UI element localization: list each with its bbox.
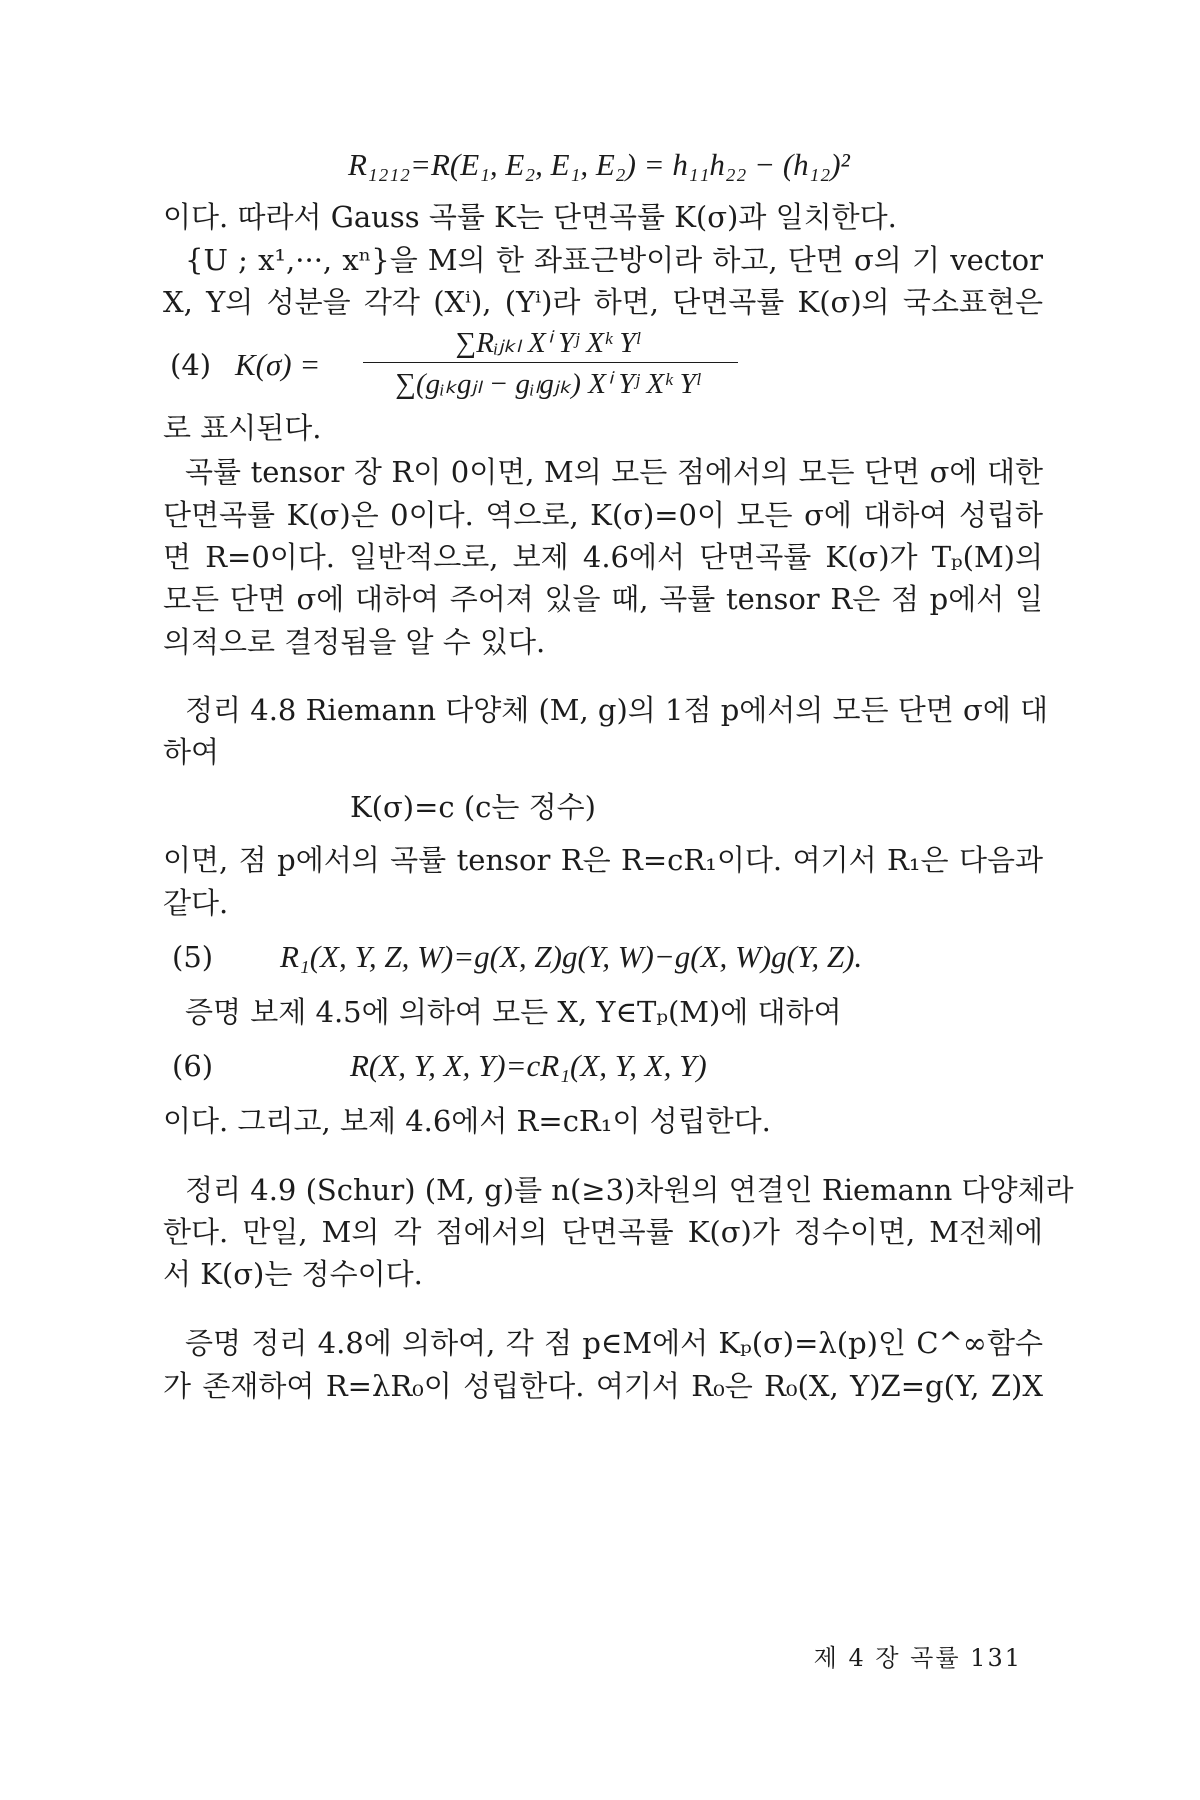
proof-heading: 증명 보제 4.5에 의하여 모든 X, Y∈Tₚ(M)에 대하여 xyxy=(185,995,842,1029)
text-line: 이면, 점 p에서의 곡률 tensor R은 R=cR₁이다. 여기서 R₁은 다음과 xyxy=(163,843,1043,877)
equation-5 xyxy=(172,937,1072,977)
equation-k-constant: K(σ)=c (c는 정수) xyxy=(350,790,596,824)
formula4-numerator: ∑Rᵢⱼₖₗ Xⁱ Yʲ Xᵏ Yˡ xyxy=(455,327,640,359)
equation-6-body: R(X, Y, X, Y)=cR₁(X, Y, X, Y) xyxy=(350,1048,707,1083)
formula4-fraction-bar xyxy=(363,362,738,363)
page-footer: 제 4 장 곡률 131 xyxy=(813,1644,1022,1672)
equation-6 xyxy=(172,1046,1072,1086)
text-line: 서 K(σ)는 정수이다. xyxy=(163,1257,423,1291)
text-line: 단면곡률 K(σ)은 0이다. 역으로, K(σ)=0이 모든 σ에 대하여 성립하 xyxy=(163,498,1043,532)
text-line: 하여 xyxy=(163,735,220,769)
text-line: 곡률 tensor 장 R이 0이면, M의 모든 점에서의 모든 단면 σ에 대한 xyxy=(185,455,1043,489)
formula4-denominator: ∑(gᵢₖgⱼₗ − gᵢₗgⱼₖ) Xⁱ Yʲ Xᵏ Yˡ xyxy=(395,368,700,400)
text-line: 의적으로 결정됨을 알 수 있다. xyxy=(163,625,546,659)
text-line: 같다. xyxy=(163,886,229,920)
text-line: 이다. 그리고, 보제 4.6에서 R=cR₁이 성립한다. xyxy=(163,1104,771,1138)
proof-heading: 증명 정리 4.8에 의하여, 각 점 p∈M에서 Kₚ(σ)=λ(p)인 C^∞함수 xyxy=(185,1326,1043,1360)
text-line: 이다. 따라서 Gauss 곡률 K는 단면곡률 K(σ)과 일치한다. xyxy=(163,200,897,234)
text-line: 가 존재하여 R=λR₀이 성립한다. 여기서 R₀은 R₀(X, Y)Z=g(Y, Z)X xyxy=(163,1369,1043,1403)
text-line: 로 표시된다. xyxy=(163,411,322,445)
formula4-lhs: K(σ) = xyxy=(235,347,321,382)
equation-5-body: R₁(X, Y, Z, W)=g(X, Z)g(Y, W)−g(X, W)g(Y, Z). xyxy=(280,939,863,974)
theorem-4-9-heading: 정리 4.9 (Schur) (M, g)를 n(≥3)차원의 연결인 Riemann 다양체라 xyxy=(185,1173,1074,1207)
text-line: 면 R=0이다. 일반적으로, 보제 4.6에서 단면곡률 K(σ)가 Tₚ(M)의 xyxy=(163,540,1043,574)
text-line: {U ; x¹,···, xⁿ}을 M의 한 좌표근방이라 하고, 단면 σ의 기 vector xyxy=(185,243,1043,277)
equation-number-4: (4) xyxy=(170,348,212,382)
equation-number-5: (5) xyxy=(172,940,214,974)
text-line: 한다. 만일, M의 각 점에서의 단면곡률 K(σ)가 정수이면, M전체에 xyxy=(163,1215,1043,1249)
equation-r1212: R₁₂₁₂=R(E₁, E₂, E₁, E₂) = h₁₁h₂₂ − (h₁₂)² xyxy=(348,147,850,182)
text-line: X, Y의 성분을 각각 (Xⁱ), (Yⁱ)라 하면, 단면곡률 K(σ)의 국소표현은 xyxy=(163,285,1043,319)
text-line: 모든 단면 σ에 대하여 주어져 있을 때, 곡률 tensor R은 점 p에서 일 xyxy=(163,582,1043,616)
theorem-4-8-heading: 정리 4.8 Riemann 다양체 (M, g)의 1점 p에서의 모든 단면 σ에 대 xyxy=(185,693,1049,727)
equation-number-6: (6) xyxy=(172,1049,214,1083)
